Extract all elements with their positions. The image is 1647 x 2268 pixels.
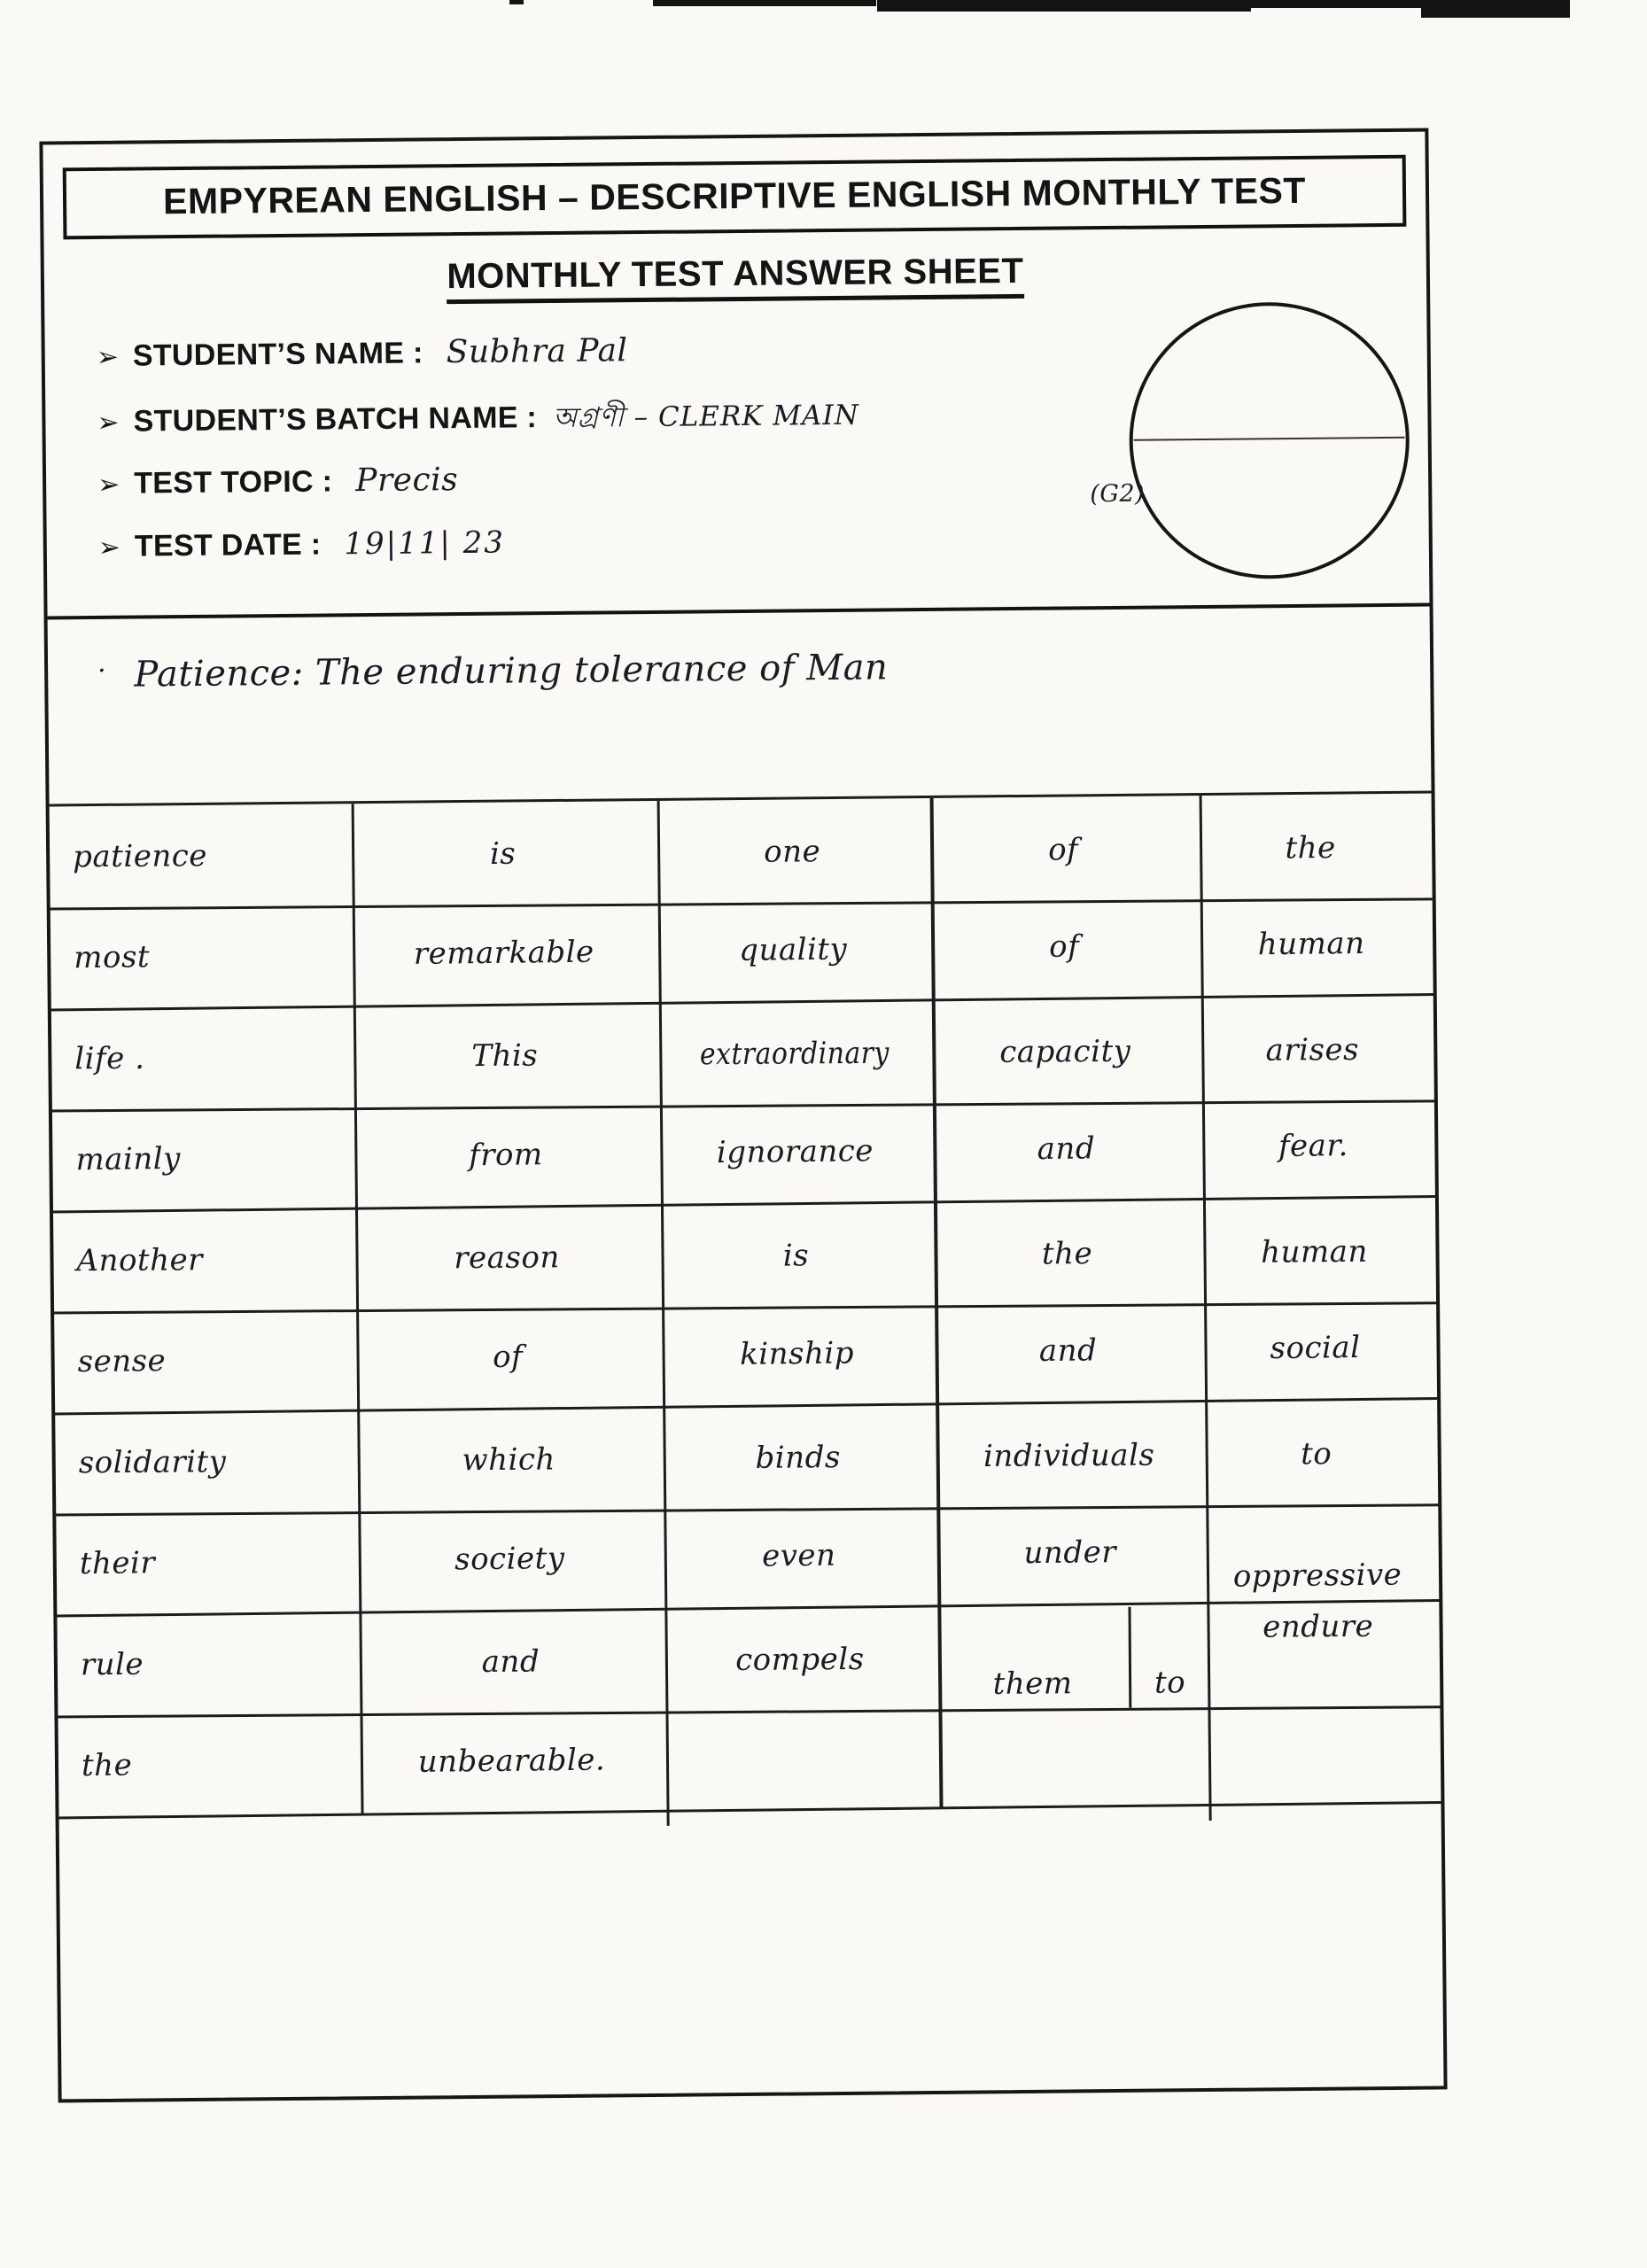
table-cell	[356, 1507, 663, 1612]
table-cell	[358, 1611, 664, 1713]
field-label: STUDENT’S NAME :	[132, 336, 423, 373]
table-row	[48, 796, 1434, 910]
handwritten-word: kinship	[739, 1335, 855, 1372]
handwritten-word: capacity	[999, 1033, 1131, 1070]
table-cell	[355, 1409, 662, 1511]
table-cell	[51, 1208, 379, 1312]
handwritten-word: the	[1285, 830, 1336, 866]
handwritten-word: Another	[76, 1242, 204, 1279]
table-row	[54, 1498, 1441, 1617]
field-value: Subhra Pal	[446, 332, 628, 371]
handwritten-word: rule	[80, 1646, 144, 1683]
table-cell	[1201, 1200, 1427, 1303]
table-cell	[928, 798, 1199, 901]
batch-group-note: (G2)	[1090, 479, 1146, 509]
table-row	[56, 1700, 1442, 1819]
table-cell	[931, 1097, 1201, 1200]
arrow-bullet-icon: ➢	[96, 342, 120, 372]
handwritten-word: one	[764, 834, 821, 870]
table-cell	[929, 895, 1200, 998]
table-cell	[933, 1299, 1203, 1402]
handwritten-word: human	[1257, 925, 1365, 963]
table-cell	[52, 1308, 380, 1412]
table-cell	[56, 1612, 384, 1716]
handwritten-word: from	[468, 1137, 543, 1174]
handwritten-word: the	[81, 1747, 133, 1784]
table-cell	[661, 1406, 935, 1509]
score-circle	[1128, 301, 1410, 580]
table-cell	[48, 804, 376, 908]
table-cell	[658, 1099, 932, 1203]
table-cell	[1205, 1604, 1431, 1707]
field-value: Precis	[355, 462, 459, 500]
table-cell	[1203, 1402, 1429, 1505]
table-cell	[353, 1103, 659, 1208]
table-cell	[935, 1501, 1205, 1604]
handwritten-word: human	[1261, 1233, 1368, 1270]
handwritten-word: binds	[755, 1440, 841, 1476]
page-title: EMPYREAN ENGLISH – DESCRIPTIVE ENGLISH MONTHLY TEST	[162, 169, 1307, 222]
handwritten-word: sense	[77, 1343, 167, 1380]
sheet-title-row	[44, 248, 1426, 308]
table-cell	[50, 1106, 378, 1210]
arrow-bullet-icon: ➢	[97, 532, 121, 563]
header-title-box	[63, 155, 1407, 240]
handwritten-word: society	[454, 1541, 565, 1578]
table-row	[50, 998, 1436, 1112]
handwritten-word: them	[992, 1666, 1073, 1702]
handwritten-word: the	[1041, 1236, 1093, 1272]
precis-title-line	[97, 642, 1430, 695]
handwritten-word: mainly	[75, 1140, 182, 1178]
handwritten-word: to	[1154, 1665, 1186, 1701]
scan-artifact	[509, 0, 524, 4]
handwritten-word: This	[471, 1037, 539, 1075]
pen-dot: ·	[97, 655, 107, 687]
table-cell	[1128, 1606, 1208, 1708]
word-count-grid	[50, 791, 1441, 1817]
table-cell	[936, 1607, 1129, 1710]
table-cell	[1200, 998, 1426, 1101]
table-cell	[353, 1207, 660, 1309]
table-cell	[56, 1712, 384, 1816]
field-value: অগ্রণী – CLERK MAIN	[552, 399, 859, 435]
table-cell	[49, 904, 377, 1008]
handwritten-word: their	[79, 1545, 156, 1582]
score-circle-divider	[1134, 437, 1405, 441]
field-label: TEST TOPIC :	[134, 464, 333, 501]
table-cell	[351, 901, 657, 1006]
table-cell	[656, 800, 929, 903]
handwritten-word: is	[489, 835, 517, 872]
scan-artifact	[877, 0, 1251, 12]
handwritten-word: ignorance	[716, 1133, 874, 1171]
handwritten-word: arises	[1265, 1031, 1360, 1068]
handwritten-word: reason	[454, 1239, 560, 1277]
table-cell	[1198, 796, 1424, 899]
table-row	[53, 1402, 1440, 1516]
handwritten-word: of	[1047, 832, 1079, 868]
handwritten-word: social	[1270, 1330, 1361, 1367]
scan-artifact	[1251, 0, 1421, 8]
table-cell	[664, 1705, 937, 1809]
table-cell	[358, 1709, 664, 1814]
handwritten-word: which	[462, 1441, 556, 1479]
handwritten-word: individuals	[983, 1437, 1155, 1474]
handwritten-word: and	[481, 1643, 540, 1681]
arrow-bullet-icon: ➢	[97, 470, 120, 500]
header-separator-line	[48, 603, 1430, 620]
handwritten-word: of	[492, 1339, 524, 1375]
table-row	[49, 892, 1435, 1011]
handwritten-word: remarkable	[413, 934, 594, 972]
table-cell	[656, 897, 930, 1001]
handwritten-word: of	[1048, 928, 1080, 965]
field-value: 19|11| 23	[344, 524, 506, 563]
handwritten-word: unbearable.	[417, 1742, 606, 1780]
table-cell	[1202, 1296, 1428, 1400]
table-cell	[354, 1305, 661, 1410]
handwritten-word: life .	[74, 1040, 145, 1077]
handwritten-word: oppressive	[1232, 1557, 1402, 1595]
handwritten-word: endure	[1262, 1608, 1374, 1645]
table-cell	[936, 1703, 1207, 1806]
handwritten-word: patience	[73, 838, 208, 875]
table-cell	[1204, 1498, 1430, 1602]
table-cell	[350, 803, 656, 905]
table-cell	[660, 1301, 934, 1405]
field-label: TEST DATE :	[134, 527, 322, 563]
table-cell	[1199, 892, 1425, 996]
handwritten-word: is	[782, 1238, 810, 1274]
table-cell	[930, 1000, 1200, 1103]
handwritten-word: extraordinary	[699, 1035, 890, 1073]
table-cell	[352, 1005, 658, 1107]
handwritten-word: compels	[735, 1641, 865, 1678]
table-cell	[659, 1204, 933, 1307]
table-cell	[1200, 1094, 1426, 1198]
table-cell	[663, 1608, 936, 1711]
table-cell	[53, 1410, 381, 1514]
handwritten-word: solidarity	[78, 1444, 227, 1481]
table-cell	[1206, 1700, 1432, 1804]
handwritten-word: most	[74, 939, 151, 976]
precis-title-text: Patience: The enduring tolerance of Man	[134, 647, 889, 695]
table-cell	[662, 1503, 936, 1607]
table-cell	[54, 1510, 382, 1614]
table-row	[50, 1094, 1437, 1213]
handwritten-word: even	[761, 1537, 836, 1574]
handwritten-word: to	[1300, 1436, 1332, 1472]
handwritten-word: and	[1037, 1130, 1096, 1168]
handwritten-word: and	[1038, 1332, 1098, 1370]
table-cell	[932, 1202, 1202, 1305]
table-row	[56, 1604, 1442, 1718]
table-cell	[934, 1404, 1204, 1507]
table-row	[52, 1296, 1439, 1415]
answer-sheet-document	[39, 128, 1447, 2103]
table-row	[51, 1200, 1438, 1314]
table-cell	[657, 1002, 931, 1105]
table-cell	[50, 1006, 377, 1110]
handwritten-word: fear.	[1278, 1128, 1348, 1165]
handwritten-word: under	[1023, 1534, 1117, 1572]
scan-artifact	[1421, 0, 1570, 18]
scan-artifact	[653, 0, 876, 6]
field-label: STUDENT’S BATCH NAME :	[133, 400, 538, 439]
handwritten-word: quality	[738, 931, 848, 968]
sheet-title: MONTHLY TEST ANSWER SHEET	[447, 252, 1024, 304]
arrow-bullet-icon: ➢	[97, 408, 120, 438]
